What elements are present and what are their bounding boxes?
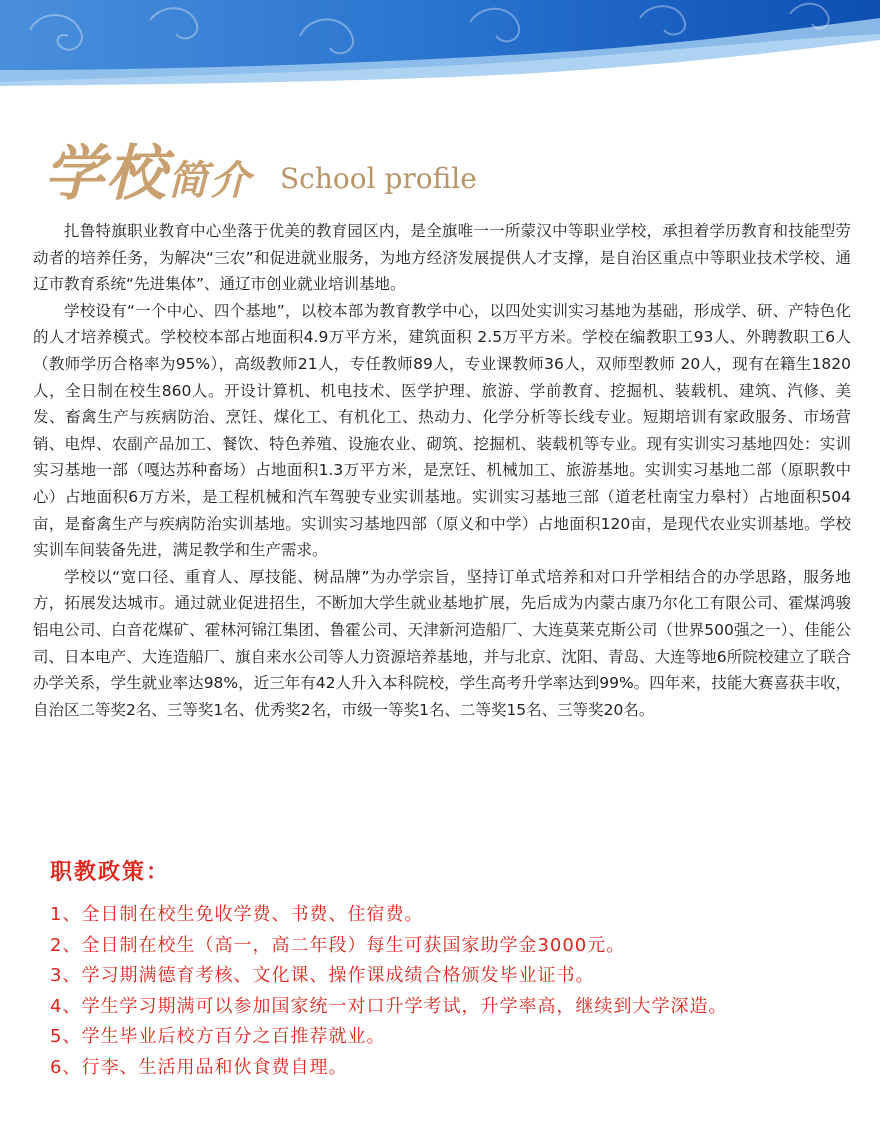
title-english: School profile	[280, 162, 477, 195]
profile-body	[33, 218, 851, 723]
policy-item: 5、学生毕业后校方百分之百推荐就业。	[50, 1026, 386, 1047]
policy-list	[50, 900, 850, 1083]
profile-paragraph-3: 学校以“宽口径、重育人、厚技能、树品牌”为办学宗旨，坚持订单式培养和对口升学相结合的办学思路，服务地方，拓展发达城市。通过就业促进招生，不断加大学生就业基地扩展，先后成为内蒙古康乃尔化工有限公司、霍煤鸿骏铝电公司、白音花煤矿、霍林河锦江集团、鲁霍公司、天津新河造船厂、大连莫莱克斯公司（世界500强之一）、佳能公司、日本电产、大连造船厂、旗自来水公司等人力资源培养基地，并与北京、沈阳、青岛、大连等地6所院校建立了联合办学关系，学生就业率达98%，近三年有42人升入本科院校，学生高考升学率达到99%。四年来，技能大赛喜获丰收，自治区二等奖2名、三等奖1名、优秀奖2名，市级一等奖1名、二等奖15名、三等奖20名。	[33, 567, 851, 719]
title-cn-sub: 简介	[168, 157, 252, 204]
policy-item: 4、学生学习期满可以参加国家统一对口升学考试，升学率高，继续到大学深造。	[50, 995, 728, 1017]
policy-item: 1、全日制在校生免收学费、书费、住宿费。	[50, 904, 424, 925]
policy-item: 3、学习期满德育考核、文化课、操作课成绩合格颁发毕业证书。	[50, 965, 595, 986]
policy-item: 6、行李、生活用品和伙食费自理。	[50, 1056, 348, 1078]
section-title	[44, 118, 744, 209]
policy-section	[50, 855, 850, 1083]
profile-paragraph-2: 学校设有“一个中心、四个基地”，以校本部为教育教学中心，以四处实训实习基地为基础，形成学、研、产特色化的人才培养模式。学校校本部占地面积4.9万平方米，建筑面积 2.5万平方米。学校在编教职工93人、外聘教职工6人（教师学历合格率为95%），高级教师21人，专任教师89人，专业课教师36人，双师型教师 20人，现有在籍生1820人，全日制在校生860人。开设计算机、机电技术、医学护理、旅游、学前教育、挖掘机、装载机、建筑、汽修、美发、畜禽生产与疾病防治、烹饪、煤化工、有机化工、热动力、化学分析等长线专业。短期培训有家政服务、市场营销、电焊、农副产品加工、餐饮、特色养殖、设施农业、砌筑、挖掘机、装载机等专业。现有实训实习基地四处：实训实习基地一部（嘎达苏种畜场）占地面积1.3万平方米，是烹饪、机械加工、旅游基地。实训实习基地二部（原职教中心）占地面积6万方米，是工程机械和汽车驾驶专业实训基地。实训实习基地三部（道老杜南宝力皋村）占地面积504亩，是畜禽生产与疾病防治实训基地。实训实习基地四部（原义和中学）占地面积120亩，是现代农业实训基地。学校实训车间装备先进，满足教学和生产需求。	[33, 301, 851, 560]
title-chinese	[44, 126, 252, 212]
policy-item: 2、全日制在校生（高一，高二年段）每生可获国家助学金3000元。	[50, 934, 626, 956]
profile-paragraph-1: 扎鲁特旗职业教育中心坐落于优美的教育园区内，是全旗唯一一所蒙汉中等职业学校，承担着学历教育和技能型劳动者的培养任务，为解决“三农”和促进就业服务，为地方经济发展提供人才支撑，是自治区重点中等职业技术学校、通辽市教育系统“先进集体”、通辽市创业就业培训基地。	[33, 222, 851, 294]
title-cn-main: 学校	[44, 139, 168, 209]
policy-title: 职教政策：	[50, 860, 171, 885]
